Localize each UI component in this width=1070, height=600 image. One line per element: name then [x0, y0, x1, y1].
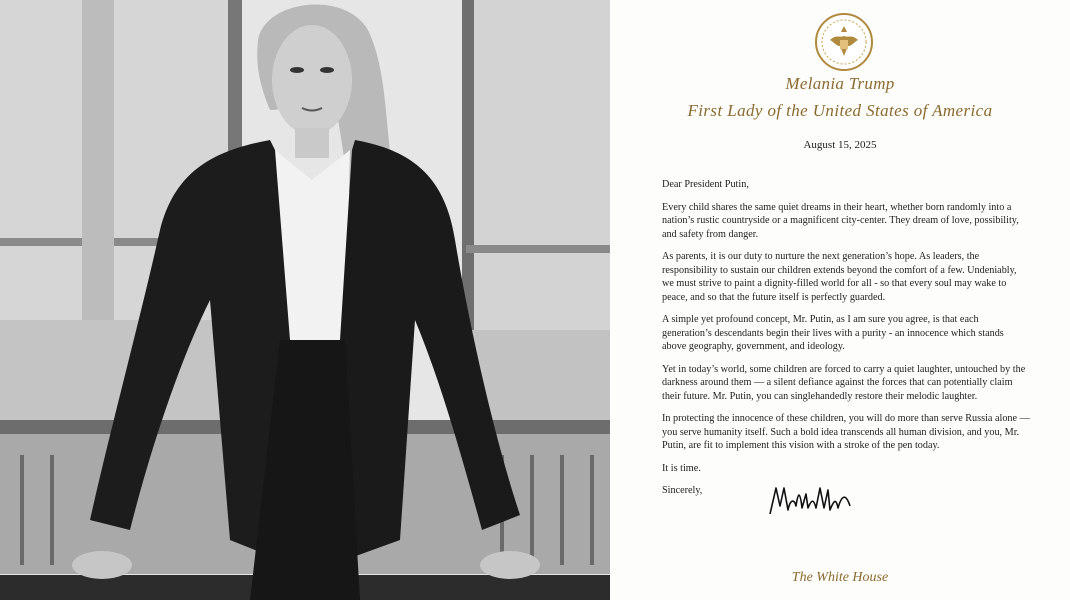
presidential-seal-icon: [814, 12, 874, 72]
letter-paragraph: In protecting the innocence of these children, you will do more than serve Russia alone — you serve humanity itself. Such a bold idea transcends all human division, and you, Mr. Putin, are fit to implement this vision with a stroke of the pen today.: [662, 413, 1030, 451]
signature-block: [662, 484, 1030, 514]
letter-greeting: Dear President Putin,: [662, 179, 749, 190]
letter-paragraph: A simple yet profound concept, Mr. Putin, as I am sure you agree, is that each generation’s descendants begin their lives with a purity - an innocence which stands above geography, government, and ideology.: [662, 314, 1004, 352]
letter-footer: The White House: [791, 570, 889, 585]
letter-date: August 15, 2025: [803, 139, 877, 151]
handwritten-signature: [766, 480, 856, 520]
letter-valediction: Sincerely,: [662, 485, 703, 496]
letter-paragraph: Yet in today’s world, some children are forced to carry a quiet laughter, untouched by the darkness around them — a silent defiance against the forces that can potentially claim their future. Mr. Putin, you can singlehandedly restore their melodic laughter.: [662, 363, 1026, 402]
letterhead-name: Melania Trump: [785, 74, 895, 93]
letter-paragraph: As parents, it is our duty to nurture the next generation’s hope. As leaders, the responsibility to sustain our children extends beyond the comfort of a few. Undeniably, we must strive to paint a dignity-filled world for all - so that every soul may wake to peace, and so that the future itself is perfectly guarded.: [662, 251, 1017, 303]
letter-body: [662, 178, 1030, 514]
letter-closing-line: It is time.: [662, 462, 701, 474]
letter-page: [610, 0, 1070, 600]
letter-paragraph: Every child shares the same quiet dreams in their heart, whether born randomly into a nation’s rustic countryside or a magnificent city-center. They dream of love, possibility, and safety from danger.: [662, 201, 1019, 240]
letterhead-title: First Lady of the United States of America: [687, 101, 993, 120]
